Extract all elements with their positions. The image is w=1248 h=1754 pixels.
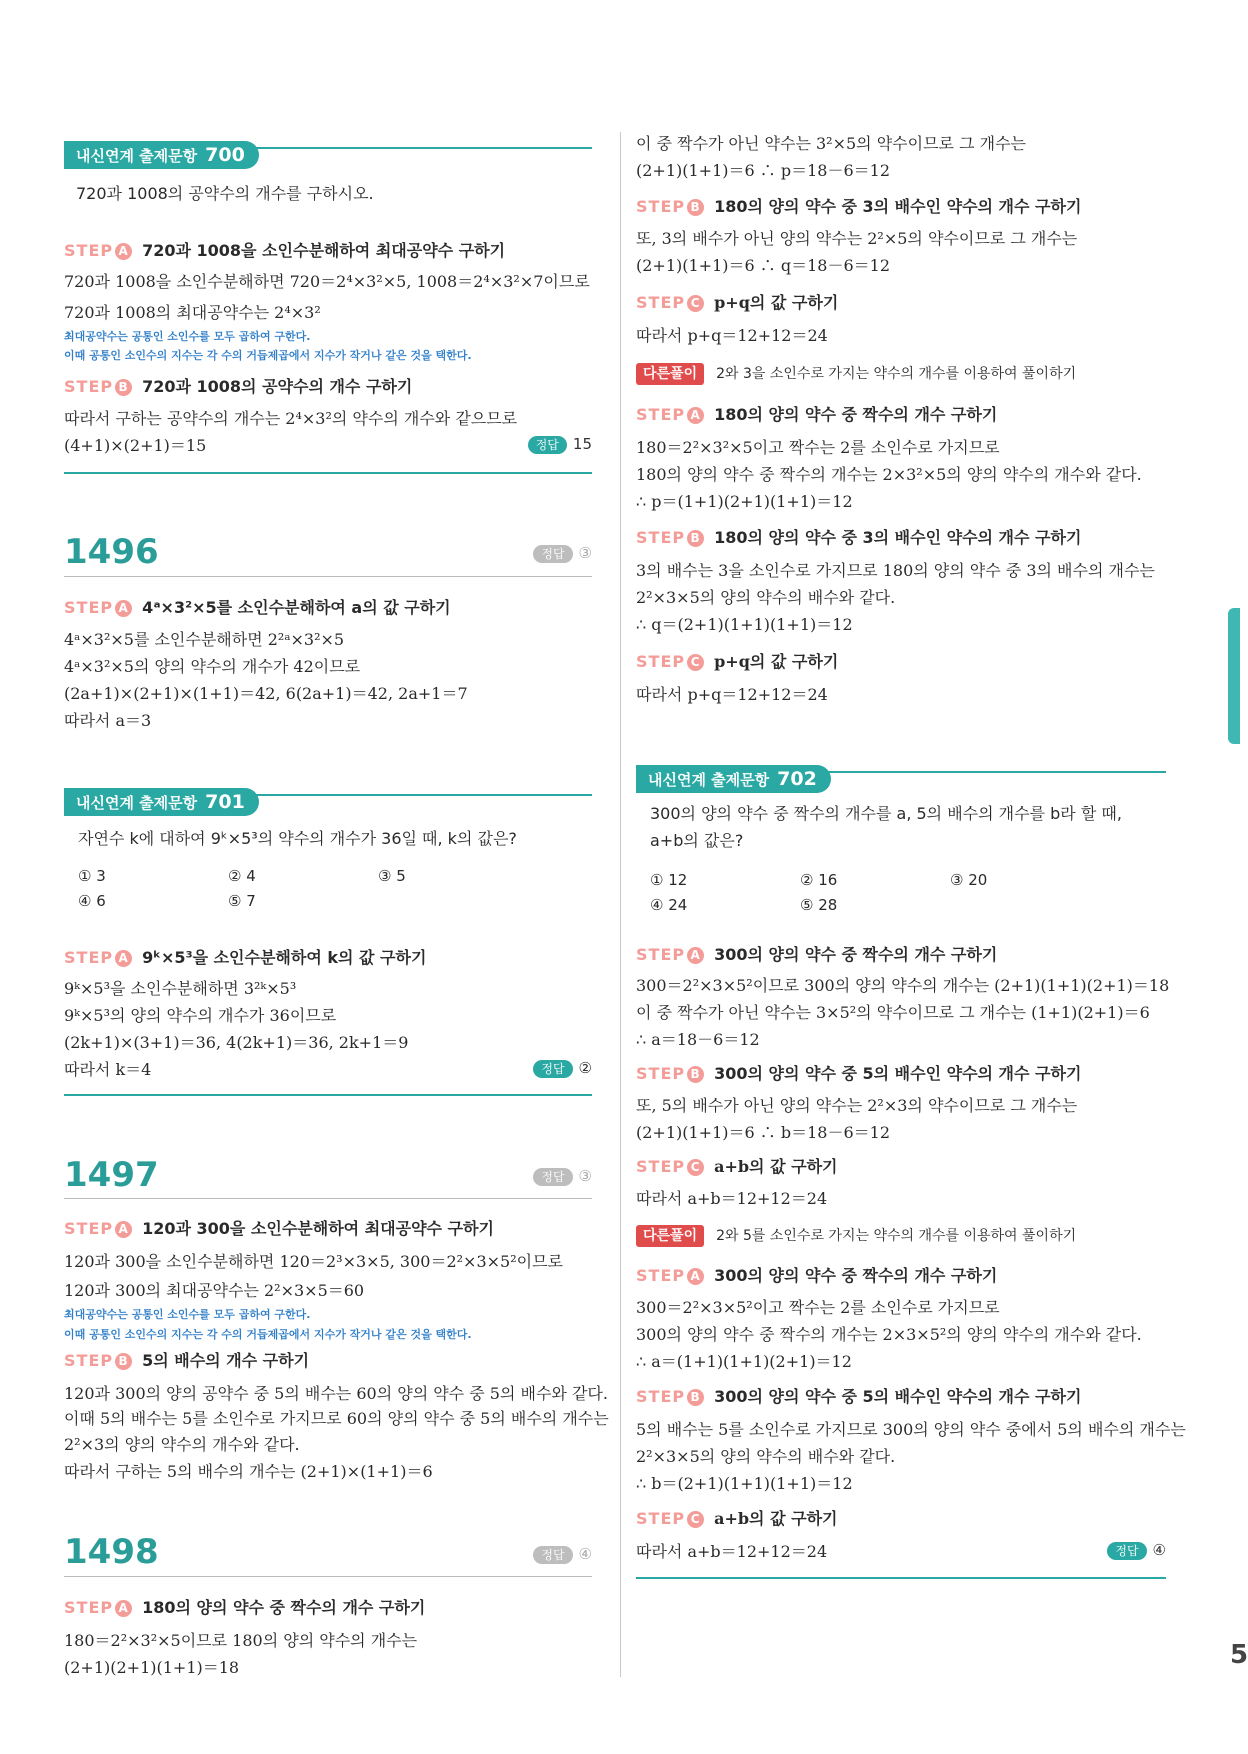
solution-line: 9ᵏ×5³의 양의 약수의 개수가 36이므로	[64, 1006, 337, 1025]
problem-number-1498: 1498	[64, 1532, 159, 1572]
option: ① 3	[78, 867, 106, 885]
header-number: 701	[205, 791, 245, 813]
step-title: 9ᵏ×5³을 소인수분해하여 k의 값 구하기	[142, 948, 427, 967]
option: ⑤ 28	[800, 896, 838, 914]
solution-line: 3의 배수는 3을 소인수로 가지므로 180의 양의 약수 중 3의 배수의 개수는	[636, 561, 1155, 580]
problem-number-1496: 1496	[64, 532, 159, 572]
solution-line: 2²×3×5의 양의 약수의 배수와 같다.	[636, 1447, 896, 1466]
step-title: 4ᵃ×3²×5를 소인수분해하여 a의 값 구하기	[142, 598, 451, 617]
solution-line: 이 중 짝수가 아닌 약수는 3²×5의 약수이므로 그 개수는	[636, 134, 1026, 153]
question-701: 자연수 k에 대하여 9ᵏ×5³의 약수의 개수가 36일 때, k의 값은?	[78, 829, 517, 848]
solution-line: 2²×3의 양의 약수의 개수와 같다.	[64, 1435, 300, 1454]
header-label: 내신연계 출제문항	[76, 794, 198, 812]
options-701	[78, 864, 578, 916]
option: ② 16	[800, 871, 838, 889]
step-title: 180의 양의 약수 중 3의 배수인 약수의 개수 구하기	[714, 197, 1082, 216]
step-title: 5의 배수의 개수 구하기	[142, 1351, 310, 1370]
page-number: 5	[1230, 1640, 1248, 1670]
step-b-1498: STEP B 180의 양의 약수 중 3의 배수인 약수의 개수 구하기	[636, 197, 1082, 216]
answer-701: 정답 ②	[533, 1059, 592, 1078]
step-title: 120과 300을 소인수분해하여 최대공약수 구하기	[142, 1219, 494, 1238]
step-c-alt-702: STEP C a+b의 값 구하기	[636, 1509, 838, 1528]
step-a-701: STEP A 9ᵏ×5³을 소인수분해하여 k의 값 구하기	[64, 948, 427, 967]
solution-line: 따라서 a+b＝12+12＝24	[636, 1542, 828, 1561]
step-title: 180의 양의 약수 중 3의 배수인 약수의 개수 구하기	[714, 528, 1082, 547]
step-title: 180의 양의 약수 중 짝수의 개수 구하기	[142, 1598, 426, 1617]
step-a-alt-1498: STEP A 180의 양의 약수 중 짝수의 개수 구하기	[636, 405, 998, 424]
solution-line: 따라서 k＝4	[64, 1060, 152, 1079]
solution-line: (2+1)(1+1)＝6 ∴ p＝18－6＝12	[636, 161, 890, 180]
step-b-alt-1498: STEP B 180의 양의 약수 중 3의 배수인 약수의 개수 구하기	[636, 528, 1082, 547]
option: ③ 20	[950, 871, 988, 889]
options-702	[650, 868, 1150, 920]
answer-1496: 정답 ③	[533, 544, 592, 563]
option: ② 4	[228, 867, 256, 885]
header-number: 700	[205, 144, 245, 166]
note-line: 이때 공통인 소인수의 지수는 각 수의 거듭제곱에서 지수가 작거나 같은 것을 택한다.	[64, 1328, 472, 1341]
step-title: 720과 1008의 공약수의 개수 구하기	[142, 377, 413, 396]
header-number: 702	[777, 768, 817, 790]
step-title: 300의 양의 약수 중 5의 배수인 약수의 개수 구하기	[714, 1387, 1082, 1406]
answer-1497: 정답 ③	[533, 1167, 592, 1186]
step-title: 300의 양의 약수 중 5의 배수인 약수의 개수 구하기	[714, 1064, 1082, 1083]
solution-line: 300＝2²×3×5²이므로 300의 양의 약수의 개수는 (2+1)(1+1)(2+1)＝18	[636, 976, 1170, 995]
step-a-1498: STEP A 180의 양의 약수 중 짝수의 개수 구하기	[64, 1598, 426, 1617]
solution-line: 따라서 p+q＝12+12＝24	[636, 326, 828, 345]
solution-line: (2+1)(1+1)＝6 ∴ b＝18－6＝12	[636, 1123, 890, 1142]
option: ⑤ 7	[228, 892, 256, 910]
solution-line: (2+1)(2+1)(1+1)＝18	[64, 1658, 240, 1677]
side-tab-marker	[1228, 608, 1240, 744]
step-title: 300의 양의 약수 중 짝수의 개수 구하기	[714, 945, 998, 964]
step-c-702: STEP C a+b의 값 구하기	[636, 1157, 838, 1176]
step-title: 300의 양의 약수 중 짝수의 개수 구하기	[714, 1266, 998, 1285]
solution-line: 2²×3×5의 양의 약수의 배수와 같다.	[636, 588, 896, 607]
solution-line: (4+1)×(2+1)＝15	[64, 436, 207, 455]
step-b-1497: STEP B 5의 배수의 개수 구하기	[64, 1351, 310, 1370]
solution-line: 720과 1008을 소인수분해하면 720＝2⁴×3²×5, 1008＝2⁴×3²×7이므로	[64, 272, 590, 291]
alt-badge: 다른풀이	[636, 1225, 704, 1247]
step-title: p+q의 값 구하기	[714, 652, 839, 671]
step-c-alt-1498: STEP C p+q의 값 구하기	[636, 652, 839, 671]
solution-line: 따라서 구하는 5의 배수의 개수는 (2+1)×(1+1)＝6	[64, 1462, 433, 1481]
solution-line: (2a+1)×(2+1)×(1+1)＝42, 6(2a+1)＝42, 2a+1＝7	[64, 684, 468, 703]
step-title: p+q의 값 구하기	[714, 293, 839, 312]
note-line: 이때 공통인 소인수의 지수는 각 수의 거듭제곱에서 지수가 작거나 같은 것을 택한다.	[64, 349, 472, 362]
note-line: 최대공약수는 공통인 소인수를 모두 곱하여 구한다.	[64, 1308, 311, 1321]
option: ③ 5	[378, 867, 406, 885]
alternative-solution-1: 다른풀이 2와 3을 소인수로 가지는 약수의 개수를 이용하여 풀이하기	[636, 363, 1076, 385]
step-b-702: STEP B 300의 양의 약수 중 5의 배수인 약수의 개수 구하기	[636, 1064, 1082, 1083]
solution-line: 720과 1008의 최대공약수는 2⁴×3²	[64, 303, 321, 322]
answer-702: 정답 ④	[1107, 1541, 1166, 1560]
solution-line: 300＝2²×3×5²이고 짝수는 2를 소인수로 가지므로	[636, 1298, 1000, 1317]
header-label: 내신연계 출제문항	[76, 147, 198, 165]
question-702-line2: a+b의 값은?	[650, 831, 744, 850]
step-a-700: STEP A 720과 1008을 소인수분해하여 최대공약수 구하기	[64, 241, 506, 260]
problem-number-1497: 1497	[64, 1155, 159, 1195]
step-title: a+b의 값 구하기	[714, 1509, 838, 1528]
column-divider	[620, 132, 621, 1677]
solution-line: ∴ a＝18－6＝12	[636, 1030, 760, 1049]
solution-line: 따라서 a＝3	[64, 711, 152, 730]
solution-line: 120과 300의 최대공약수는 2²×3×5＝60	[64, 1281, 365, 1300]
question-700: 720과 1008의 공약수의 개수를 구하시오.	[76, 184, 374, 203]
step-a-702: STEP A 300의 양의 약수 중 짝수의 개수 구하기	[636, 945, 998, 964]
solution-line: 180＝2²×3²×5이고 짝수는 2를 소인수로 가지므로	[636, 438, 1000, 457]
solution-line: (2k+1)×(3+1)＝36, 4(2k+1)＝36, 2k+1＝9	[64, 1033, 409, 1052]
solution-line: 4ᵃ×3²×5를 소인수분해하면 2²ᵃ×3²×5	[64, 630, 345, 649]
solution-line: 120과 300의 양의 공약수 중 5의 배수는 60의 양의 약수 중 5의 배수와 같다.	[64, 1384, 608, 1403]
solution-line: ∴ p＝(1+1)(2+1)(1+1)＝12	[636, 492, 853, 511]
solution-line: ∴ q＝(2+1)(1+1)(1+1)＝12	[636, 615, 853, 634]
answer-1498: 정답 ④	[533, 1545, 592, 1564]
solution-line: 또, 3의 배수가 아닌 양의 약수는 2²×5의 약수이므로 그 개수는	[636, 229, 1078, 248]
step-a-1497: STEP A 120과 300을 소인수분해하여 최대공약수 구하기	[64, 1219, 494, 1238]
solution-line: 180＝2²×3²×5이므로 180의 양의 약수의 개수는	[64, 1631, 418, 1650]
step-title: 180의 양의 약수 중 짝수의 개수 구하기	[714, 405, 998, 424]
step-title: 720과 1008을 소인수분해하여 최대공약수 구하기	[142, 241, 506, 260]
step-title: a+b의 값 구하기	[714, 1157, 838, 1176]
step-c-1498: STEP C p+q의 값 구하기	[636, 293, 839, 312]
step-b-alt-702: STEP B 300의 양의 약수 중 5의 배수인 약수의 개수 구하기	[636, 1387, 1082, 1406]
solution-line: 따라서 a+b＝12+12＝24	[636, 1189, 828, 1208]
option: ④ 24	[650, 896, 688, 914]
solution-line: 120과 300을 소인수분해하면 120＝2³×3×5, 300＝2²×3×5²이므로	[64, 1252, 564, 1271]
header-label: 내신연계 출제문항	[648, 771, 770, 789]
solution-line: (2+1)(1+1)＝6 ∴ q＝18－6＝12	[636, 256, 890, 275]
solution-line: 4ᵃ×3²×5의 양의 약수의 개수가 42이므로	[64, 657, 361, 676]
solution-line: ∴ b＝(2+1)(1+1)(1+1)＝12	[636, 1474, 853, 1493]
solution-line: 180의 양의 약수 중 짝수의 개수는 2×3²×5의 양의 약수의 개수와 같다.	[636, 465, 1142, 484]
answer-700: 정답 15	[528, 435, 592, 454]
solution-line: 따라서 구하는 공약수의 개수는 2⁴×3²의 약수의 개수와 같으므로	[64, 409, 518, 428]
alternative-solution-2: 다른풀이 2와 5를 소인수로 가지는 약수의 개수를 이용하여 풀이하기	[636, 1225, 1076, 1247]
solution-line: 또, 5의 배수가 아닌 양의 약수는 2²×3의 약수이므로 그 개수는	[636, 1096, 1078, 1115]
solution-line: 300의 양의 약수 중 짝수의 개수는 2×3×5²의 양의 약수의 개수와 같다.	[636, 1325, 1142, 1344]
option: ④ 6	[78, 892, 106, 910]
question-702-line1: 300의 양의 약수 중 짝수의 개수를 a, 5의 배수의 개수를 b라 할 때,	[650, 804, 1122, 823]
note-line: 최대공약수는 공통인 소인수를 모두 곱하여 구한다.	[64, 330, 311, 343]
solution-line: 따라서 p+q＝12+12＝24	[636, 685, 828, 704]
solution-line: 5의 배수는 5를 소인수로 가지므로 300의 양의 약수 중에서 5의 배수의 개수는	[636, 1420, 1186, 1439]
exam-problem-header-701	[64, 788, 592, 816]
step-b-700: STEP B 720과 1008의 공약수의 개수 구하기	[64, 377, 413, 396]
alt-badge: 다른풀이	[636, 363, 704, 385]
step-a-alt-702: STEP A 300의 양의 약수 중 짝수의 개수 구하기	[636, 1266, 998, 1285]
exam-problem-header-700	[64, 141, 592, 169]
step-a-1496: STEP A 4ᵃ×3²×5를 소인수분해하여 a의 값 구하기	[64, 598, 451, 617]
solution-line: 9ᵏ×5³을 소인수분해하면 3²ᵏ×5³	[64, 979, 297, 998]
exam-problem-header-702	[636, 765, 1166, 793]
solution-line: 이 중 짝수가 아닌 약수는 3×5²의 약수이므로 그 개수는 (1+1)(2+1)＝6	[636, 1003, 1150, 1022]
option: ① 12	[650, 871, 688, 889]
solution-line: ∴ a＝(1+1)(1+1)(2+1)＝12	[636, 1352, 852, 1371]
solution-line: 이때 5의 배수는 5를 소인수로 가지므로 60의 양의 약수 중 5의 배수의 개수는	[64, 1409, 609, 1428]
